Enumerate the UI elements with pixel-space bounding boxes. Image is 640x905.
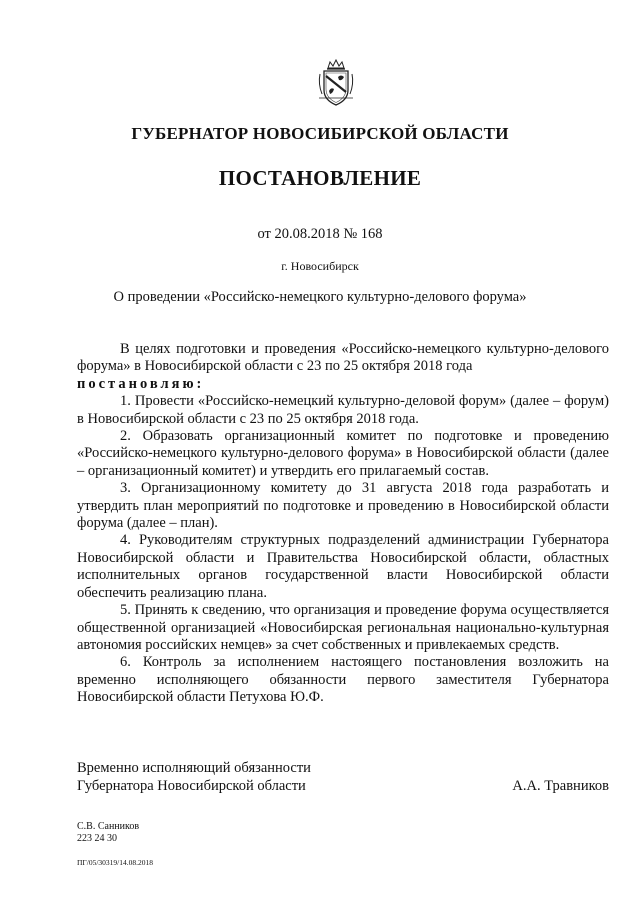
executor-phone: 223 24 30 [77, 833, 117, 844]
decree-item-3: 3. Организационному комитету до 31 августа 2018 года разработать и утвердить план мероприятий по подготовке и проведению в Новосибирской области форума (далее – план). [77, 480, 609, 532]
executor-name: С.В. Санников [77, 821, 140, 832]
document-city: г. Новосибирск [281, 259, 359, 273]
document-registration-code: ПГ/05/30319/14.08.2018 [77, 858, 154, 867]
document-body [77, 341, 609, 707]
document-date-number: от 20.08.2018 № 168 [257, 226, 383, 242]
signer-position-line2: Губернатора Новосибирской области [77, 778, 306, 794]
decree-word: постановляю: [77, 375, 205, 392]
signer-position-line1: Временно исполняющий обязанности [77, 760, 311, 776]
preamble-text: В целях подготовки и проведения «Российско-немецкого культурно-делового форума» в Новосибирской области с 23 по 25 октября 2018 года [77, 341, 609, 375]
preamble-paragraph [77, 341, 609, 376]
decree-item-1: 1. Провести «Российско-немецкий культурно-деловой форум» (далее – форум) в Новосибирской области с 23 по 25 октября 2018 года. [77, 393, 609, 427]
org-title: ГУБЕРНАТОР НОВОСИБИРСКОЙ ОБЛАСТИ [131, 124, 509, 143]
document-type-title: ПОСТАНОВЛЕНИЕ [218, 166, 422, 190]
decree-item-6: 6. Контроль за исполнением настоящего постановления возложить на временно исполняющего обязанности первого заместителя Губернатора Новосибирской области Петухова Ю.Ф. [77, 654, 609, 706]
coat-of-arms-novosibirsk-icon [316, 58, 356, 108]
signer-name: А.А. Травников [512, 778, 609, 794]
executor-info [77, 821, 139, 845]
decree-item-2: 2. Образовать организационный комитет по подготовке и проведению «Российско-немецкого культурно-делового форума» в Новосибирской области (далее – организационный комитет) и утвердить его прилагаемый состав. [77, 428, 609, 479]
signature-block [77, 759, 609, 795]
decree-item-4: 4. Руководителям структурных подразделений администрации Губернатора Новосибирской области и Правительства Новосибирской области, областных исполнительных органов государственной власти Новосибирской области обеспечить реализацию плана. [77, 532, 609, 601]
decree-item-5: 5. Принять к сведению, что организация и проведение форума осуществляется общественной организацией «Новосибирская региональная национально-культурная автономия российских немцев» за счет собственных и привлекаемых средств. [77, 602, 609, 653]
decree-word-line [77, 376, 609, 393]
document-subject: О проведении «Российско-немецкого культурно-делового форума» [113, 289, 527, 305]
